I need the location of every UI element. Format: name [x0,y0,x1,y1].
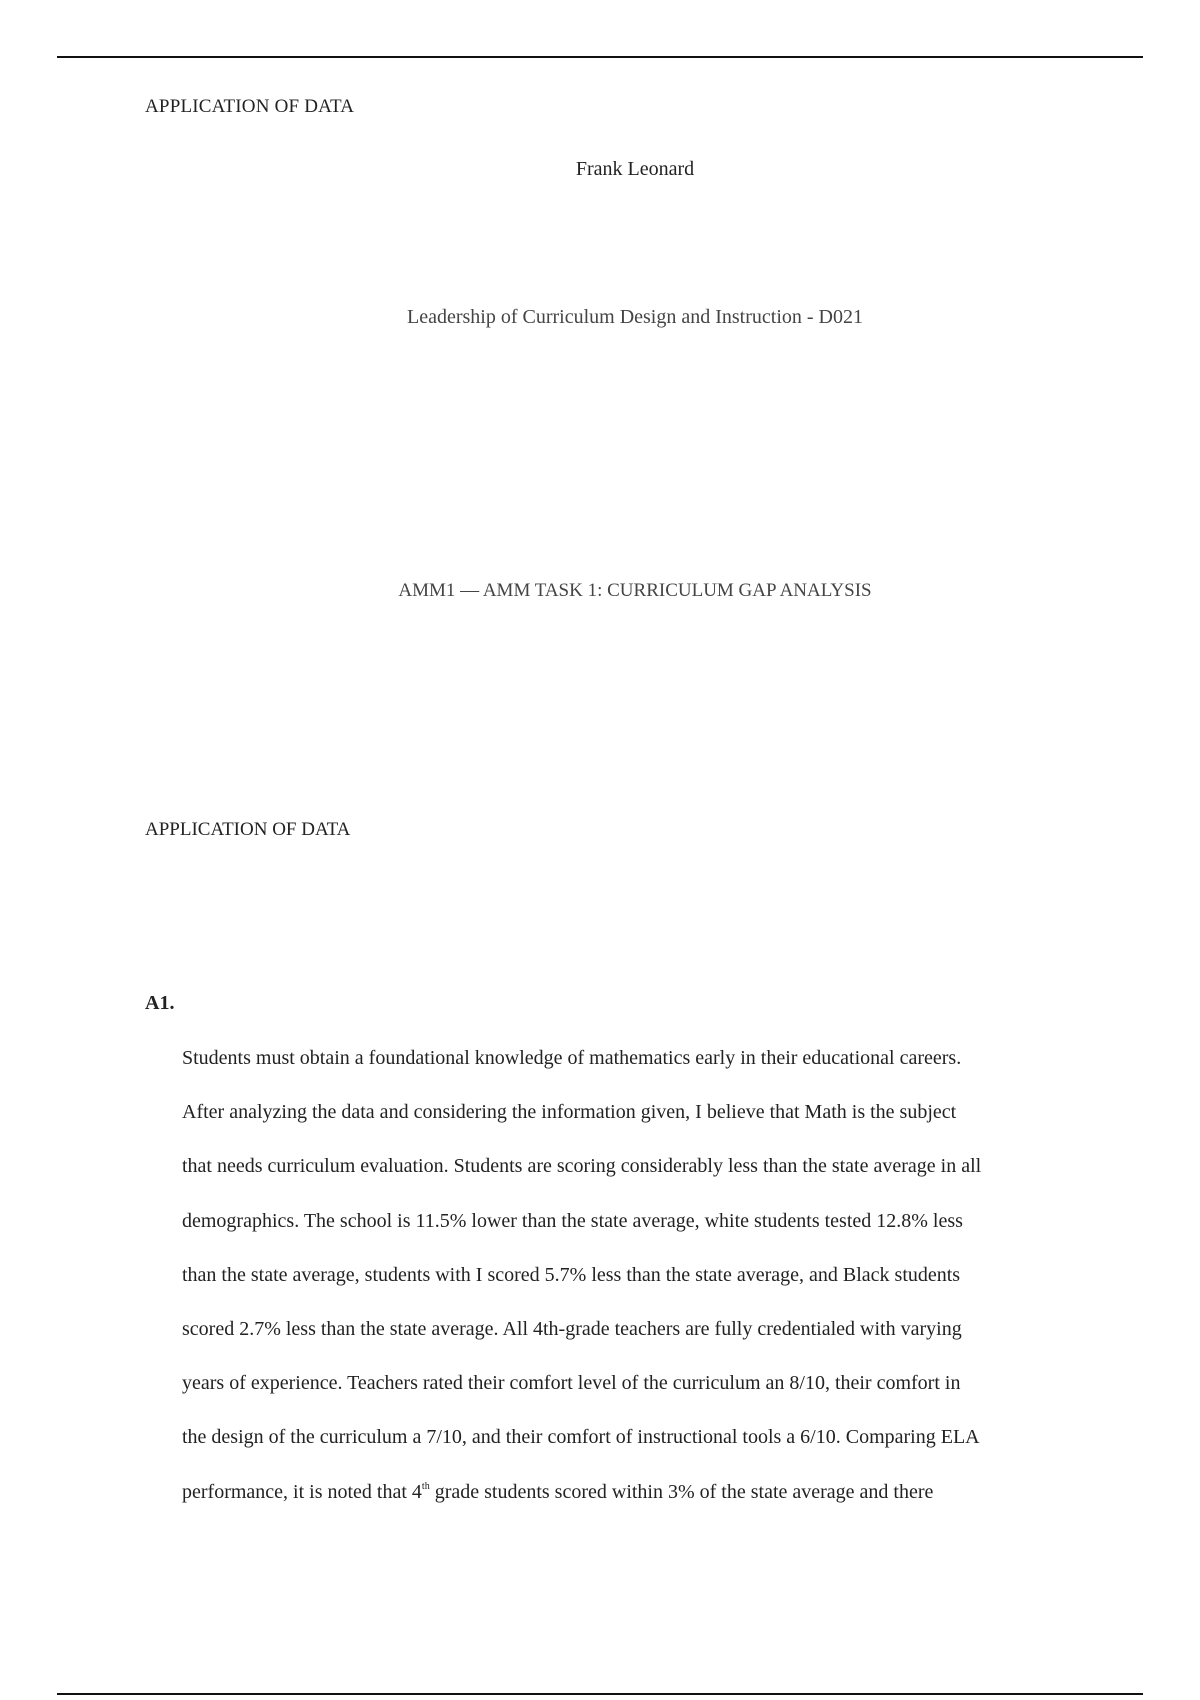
bottom-rule [57,1693,1143,1695]
section-heading: APPLICATION OF DATA [145,819,351,840]
top-rule [57,56,1143,58]
body-line: After analyzing the data and considering the information given, I believe that Math is the subject [182,1101,957,1124]
body-line-last [182,1478,1102,1532]
body-line: demographics. The school is 11.5% lower than the state average, white students tested 12.8% less [182,1209,963,1232]
body-line: that needs curriculum evaluation. Students are scoring considerably less than the state average in all [182,1155,982,1178]
ordinal-superscript: th [421,1480,430,1492]
course-title: Leadership of Curriculum Design and Instruction - D021 [406,306,863,328]
body-line: the design of the curriculum a 7/10, and their comfort of instructional tools a 6/10. Comparing ELA [182,1426,980,1449]
last-line-suffix: grade students scored within 3% of the state average and there [429,1480,934,1503]
last-line-prefix: performance, it is noted that 4 [182,1480,422,1503]
task-title: AMM1 — AMM TASK 1: CURRICULUM GAP ANALYSIS [398,580,872,601]
body-line: than the state average, students with I scored 5.7% less than the state average, and Black students [182,1263,961,1286]
body-line: years of experience. Teachers rated their comfort level of the curriculum an 8/10, their comfort in [182,1372,961,1395]
body-line: scored 2.7% less than the state average. All 4th-grade teachers are fully credentialed with varying [182,1317,962,1340]
body-line: Students must obtain a foundational knowledge of mathematics early in their educational careers. [182,1047,962,1069]
body-paragraph [182,1044,1102,1532]
subsection-label: A1. [145,992,175,1014]
running-head: APPLICATION OF DATA [145,96,355,117]
author-name: Frank Leonard [575,158,695,180]
